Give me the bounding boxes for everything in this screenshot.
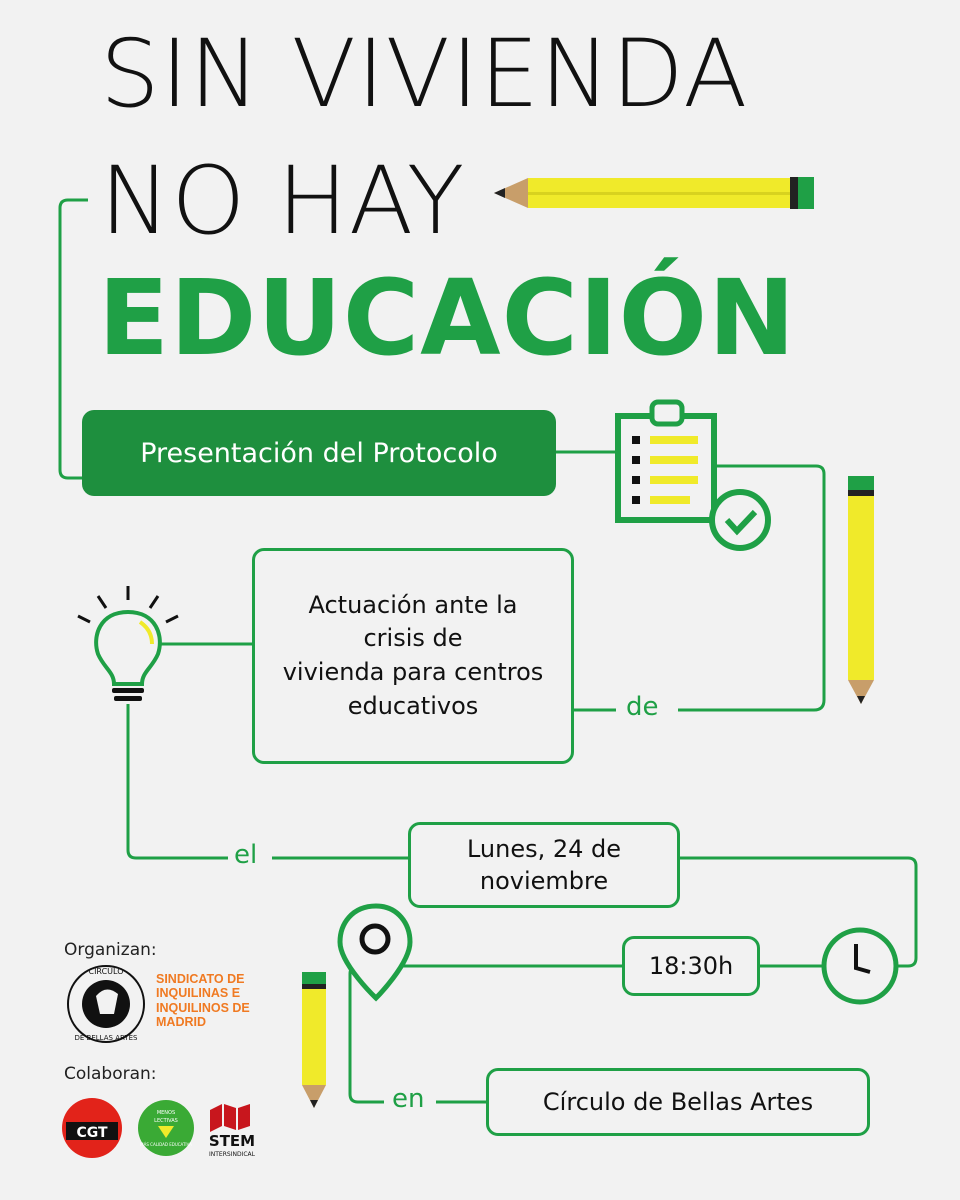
- connector-en: en: [386, 1084, 430, 1114]
- pencil-horizontal-icon: [494, 177, 814, 209]
- topic-line3: vivienda para centros: [282, 658, 544, 686]
- connector-el: el: [228, 840, 263, 870]
- svg-text:STEM: STEM: [208, 1132, 256, 1150]
- presentation-banner-text: Presentación del Protocolo: [140, 437, 498, 469]
- svg-text:MENOS: MENOS: [156, 1110, 176, 1116]
- date-line2: noviembre: [479, 867, 609, 895]
- collaborators-heading: Colaboran:: [64, 1064, 157, 1084]
- svg-text:MÁS CALIDAD EDUCATIVA: MÁS CALIDAD EDUCATIVA: [140, 1142, 192, 1147]
- topic-line1: Actuación ante la: [308, 590, 518, 619]
- headline-line3: EDUCACIÓN: [98, 257, 797, 379]
- time-box: [622, 936, 760, 996]
- stem-logo: [209, 1104, 256, 1158]
- pencil-vertical-right-icon: [848, 476, 874, 704]
- menos-lectivas-logo: [138, 1100, 194, 1156]
- sindicato-inquilinas-logo: SINDICATO DE INQUILINAS E INQUILINOS DE MADRID: [156, 972, 250, 1030]
- topic-line4: educativos: [347, 691, 479, 720]
- svg-text:CÍRCULO: CÍRCULO: [88, 967, 124, 976]
- pencil-vertical-left-icon: [302, 972, 326, 1108]
- headline-line2: NO HAY: [100, 147, 466, 256]
- topic-box: [252, 548, 574, 764]
- time-text: 18:30h: [648, 952, 734, 980]
- svg-text:DE BELLAS ARTES: DE BELLAS ARTES: [74, 1034, 138, 1042]
- date-line1: Lunes, 24 de: [466, 834, 622, 863]
- svg-text:INTERSINDICAL: INTERSINDICAL: [209, 1151, 255, 1158]
- topic-line2: crisis de: [363, 624, 463, 653]
- organizers-heading: Organizan:: [64, 940, 157, 960]
- connector-de: de: [620, 692, 665, 722]
- svg-text:LECTIVAS: LECTIVAS: [154, 1118, 178, 1124]
- presentation-banner: [82, 410, 556, 496]
- date-box: [408, 822, 680, 908]
- cgt-logo: [62, 1098, 122, 1158]
- svg-text:CGT: CGT: [76, 1125, 108, 1141]
- clipboard-checklist-icon: [618, 402, 768, 548]
- circulo-bellas-artes-logo: [68, 965, 144, 1042]
- headline-line1: SIN VIVIENDA: [100, 20, 749, 129]
- venue-text: Círculo de Bellas Artes: [542, 1088, 814, 1116]
- clock-icon: [824, 930, 896, 1002]
- venue-box: [486, 1068, 870, 1136]
